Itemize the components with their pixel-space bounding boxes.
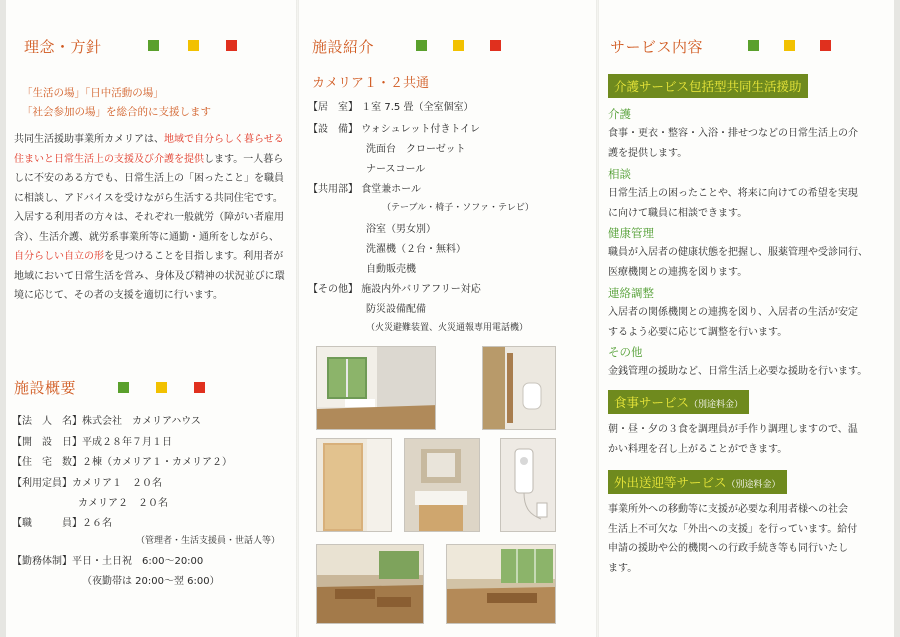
- service-text-other: [608, 362, 890, 382]
- meal-service-note: （別途料金）: [689, 400, 744, 410]
- facility-row-common-2: [382, 200, 534, 213]
- green-square-icon: [748, 40, 759, 51]
- service-title-consult: 相談: [608, 167, 631, 181]
- overview-label: 【開 設 日】: [12, 437, 82, 448]
- service-text-line: 護を提供します。: [608, 147, 688, 159]
- yellow-square-icon: [453, 40, 464, 51]
- facility-value: （テーブル・椅子・ソファ・テレビ）: [382, 203, 534, 213]
- facility-value: 洗面台 クローゼット: [366, 144, 466, 155]
- closet-photo: [316, 438, 392, 532]
- overview-title: 施設概要: [14, 379, 77, 397]
- service-title-care: 介護: [608, 107, 631, 121]
- service-text-line: ます。: [608, 562, 638, 574]
- outing-service-note: （別途料金）: [726, 480, 781, 490]
- philosophy-paragraph: [14, 130, 286, 306]
- facility-row-other-2: [366, 300, 426, 315]
- meal-service-text: [608, 420, 890, 459]
- facility-value: 食堂兼ホール: [361, 184, 421, 195]
- facility-value: （火災避難装置、火災通報専用電話機）: [366, 323, 529, 333]
- page-edge-left: [0, 0, 6, 637]
- facility-heading: [312, 36, 374, 57]
- facility-row-equip: [308, 120, 480, 135]
- overview-row-staff: [12, 514, 112, 529]
- overview-value: 平成２８年７月１日: [82, 437, 172, 448]
- facility-value: ナースコール: [366, 164, 426, 175]
- overview-value: カメリア２ ２０名: [78, 498, 168, 509]
- service-text-line: 生活上不可欠な「外出への支援」を行っています。給付: [608, 523, 858, 535]
- facility-label: 【共用部】: [308, 184, 358, 195]
- facility-row-common-3: [366, 220, 436, 235]
- meal-service-band: [608, 390, 749, 414]
- service-title-health: 健康管理: [608, 226, 654, 240]
- service-text-line: 食事・更衣・整容・入浴・排せつなどの日常生活上の介: [608, 128, 858, 139]
- overview-row-staff-note: [136, 533, 280, 546]
- facility-row-common-5: [366, 260, 416, 275]
- facility-value: 洗濯機（２台・無料）: [366, 244, 466, 255]
- service-title-liaison: 連絡調整: [608, 286, 654, 300]
- overview-row-night: [82, 572, 220, 587]
- para-highlight: 地域で自分らしく暮らせる住まいと日常生活上の支援及び介護を提供: [14, 134, 284, 165]
- facility-value: 防災設備配備: [366, 304, 426, 315]
- nurse-call-photo: [500, 438, 556, 532]
- service-text-care: [608, 124, 890, 163]
- room-photo: [316, 346, 436, 430]
- facility-value: 自動販売機: [366, 264, 416, 275]
- overview-heading: [14, 377, 76, 398]
- para-segment: します。一人暮らしに不安のある方でも、日常生活上の「困ったこと」を職員に相談し、アドバイスを受けながら生活する共同住宅です。入居する利用者の方々は、それぞれ一般就労（障がい者雇用含）、生活介護、就労系事業所等に通勤・通所をしながら、: [14, 153, 284, 243]
- facility-label: 【居 室】: [308, 102, 358, 113]
- panel-philosophy: [10, 0, 290, 637]
- facility-row-common: [308, 180, 421, 195]
- outing-service-band: [608, 470, 787, 494]
- service-text-line: 朝・昼・夕の３食を調理員が手作り調理しますので、温: [608, 424, 858, 435]
- service-text-line: 入居者の関係機関との連携を図り、入居者の生活が安定: [608, 307, 858, 318]
- overview-label: 【住 宅 数】: [12, 457, 82, 468]
- red-square-icon: [820, 40, 831, 51]
- overview-label: 【職 員】: [12, 518, 82, 529]
- service-text-line: 金銭管理の援助など、日常生活上必要な援助を行います。: [608, 366, 868, 377]
- red-square-icon: [490, 40, 501, 51]
- service-text-consult: [608, 184, 890, 223]
- service-text-line: 日常生活上の困ったことや、将来に向けての希望を実現: [608, 188, 858, 199]
- facility-row-other: [308, 280, 481, 295]
- overview-value: ２６名: [82, 518, 112, 529]
- overview-row-capacity-2: [78, 494, 168, 509]
- lead-line-1: 「生活の場」「日中活動の場」: [22, 87, 164, 99]
- outing-service-text: [608, 500, 890, 578]
- meal-service-label: 食事サービス: [614, 395, 690, 410]
- service-text-health: [608, 243, 890, 282]
- washbasin-photo: [404, 438, 480, 532]
- facility-value: １室 7.5 畳（全室個室）: [361, 102, 474, 113]
- services-title: サービス内容: [610, 38, 704, 56]
- overview-value: （管理者・生活支援員・世話人等）: [136, 536, 281, 546]
- green-square-icon: [416, 40, 427, 51]
- outing-service-label: 外出送迎等サービス: [614, 475, 727, 490]
- yellow-square-icon: [156, 382, 167, 393]
- overview-label: 【法 人 名】: [12, 416, 82, 427]
- overview-value: 株式会社 カメリアハウス: [82, 416, 201, 427]
- yellow-square-icon: [188, 40, 199, 51]
- philosophy-title: 理念・方針: [24, 38, 102, 56]
- facility-row-other-3: [366, 320, 528, 333]
- services-heading: [610, 36, 703, 57]
- fold-line-1: [296, 0, 299, 637]
- facility-row-room: [308, 98, 473, 113]
- overview-row-opened: [12, 433, 172, 448]
- dining-hall-photo: [316, 544, 424, 624]
- yellow-square-icon: [784, 40, 795, 51]
- overview-label: 【勤務体制】: [12, 556, 72, 567]
- service-text-line: 医療機関との連携を図ります。: [608, 266, 748, 278]
- facility-row-equip-3: [366, 160, 425, 175]
- green-square-icon: [148, 40, 159, 51]
- overview-value: ２棟（カメリア１・カメリア２）: [82, 457, 232, 468]
- para-segment: を見つけることを目指します。利用者が地域において日常生活を営み、身体及び精神の状況並びに環境に応じて、その者の支援を適切に行います。: [14, 251, 285, 301]
- red-square-icon: [194, 382, 205, 393]
- page-edge-right: [894, 0, 900, 637]
- green-square-icon: [118, 382, 129, 393]
- overview-row-houses: [12, 453, 232, 468]
- overview-value: （夜勤帯は 20:00〜翌 6:00）: [82, 576, 220, 587]
- facility-value: ウォシュレット付きトイレ: [361, 124, 480, 135]
- panel-services: [604, 0, 892, 637]
- common-room-photo: [446, 544, 556, 624]
- overview-row-capacity: [12, 474, 162, 489]
- service-text-line: 事業所外への移動等に支援が必要な利用者様への社会: [608, 504, 848, 515]
- panel-facility: [304, 0, 592, 637]
- para-highlight: 自分らしい自立の形: [14, 251, 104, 262]
- overview-row-shifts: [12, 552, 203, 567]
- overview-value: カメリア１ ２０名: [72, 478, 162, 489]
- toilet-photo: [482, 346, 556, 430]
- facility-value: 施設内外バリアフリー対応: [361, 284, 481, 295]
- facility-subtitle: カメリア１・２共通: [312, 76, 430, 91]
- lead-line-2: 「社会参加の場」を総合的に支援します: [22, 106, 211, 118]
- overview-row-corp: [12, 412, 201, 427]
- service-text-line: に向けて職員に相談できます。: [608, 207, 748, 219]
- philosophy-heading: [24, 36, 102, 57]
- facility-row-equip-2: [366, 140, 466, 155]
- para-segment: 共同生活援助事業所カメリアは、: [14, 134, 164, 145]
- facility-value: 浴室（男女別）: [366, 224, 436, 235]
- overview-label: 【利用定員】: [12, 478, 72, 489]
- facility-label: 【その他】: [308, 284, 358, 295]
- red-square-icon: [226, 40, 237, 51]
- facility-label: 【設 備】: [308, 124, 358, 135]
- care-service-band: 介護サービス包括型共同生活援助: [608, 74, 808, 98]
- facility-row-common-4: [366, 240, 466, 255]
- service-text-line: かい料理を召し上がることができます。: [608, 443, 788, 455]
- service-title-other: その他: [608, 345, 643, 359]
- overview-value: 平日・土日祝 6:00〜20:00: [72, 556, 204, 567]
- facility-title: 施設紹介: [312, 38, 375, 56]
- fold-line-2: [596, 0, 599, 637]
- service-text-line: 職員が入居者の健康状態を把握し、服薬管理や受診同行、: [608, 247, 868, 258]
- service-text-line: するよう必要に応じて調整を行います。: [608, 326, 788, 338]
- service-text-line: 申請の援助や公的機関への行政手続き等も同行いたし: [608, 543, 848, 554]
- service-text-liaison: [608, 303, 890, 342]
